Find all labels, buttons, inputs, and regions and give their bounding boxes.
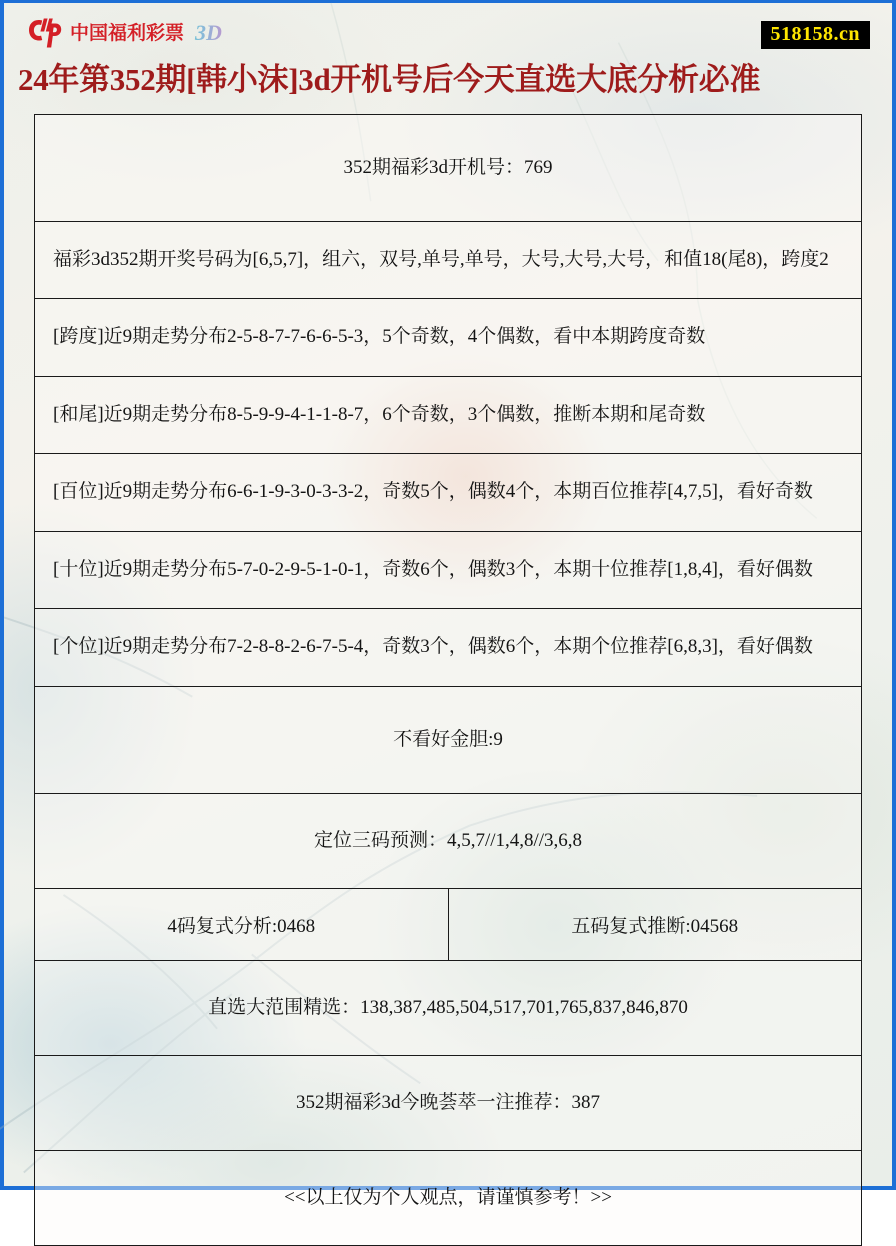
table-row-huicui-yizhu [35,1056,861,1151]
table-row-kaijiang-haoma [35,222,861,300]
table-row-gewei [35,609,861,687]
table-row-zhixuan-fanwei [35,961,861,1056]
brand-logo-text: 中国福利彩票 [70,21,185,44]
table-row-dingwei-sanma [35,794,861,889]
row-text-zhixuan-fanwei: 直选大范围精选：138,387,485,504,517,701,765,837,846,870 [208,996,688,1018]
row-text-kaijiang-haoma: 福彩3d352期开奖号码为[6,5,7]，组六，双号,单号,单号，大号,大号,大号，和值18(尾8)，跨度2 [53,248,829,270]
row-text-kaijihao: 352期福彩3d开机号：769 [343,156,553,178]
site-badge[interactable]: 518158.cn [761,21,871,49]
table-row-baiwei [35,454,861,532]
brand-logo-3d: 3D [192,22,222,44]
row-text-dingwei-sanma: 定位三码预测：4,5,7//1,4,8//3,6,8 [313,829,583,851]
table-row-jindan [35,687,861,794]
table-row-fushi [35,889,861,961]
row-text-baiwei: [百位]近9期走势分布6-6-1-9-3-0-3-3-2，奇数5个，偶数4个，本期百位推荐[4,7,5]，看好奇数 [53,481,813,503]
row-text-huicui-yizhu: 352期福彩3d今晚荟萃一注推荐：387 [295,1091,600,1113]
row-text-hewei: [和尾]近9期走势分布8-5-9-9-4-1-1-8-7，6个奇数，3个偶数，推断本期和尾奇数 [53,403,706,425]
table-row-disclaimer [35,1151,861,1245]
china-welfare-lottery-emblem-icon [28,17,62,49]
row-text-gewei: [个位]近9期走势分布7-2-8-8-2-6-7-5-4，奇数3个，偶数6个，本期个位推荐[6,8,3]，看好偶数 [53,636,813,658]
row-text-jindan: 不看好金胆:9 [393,728,503,750]
table-row-kuadu [35,299,861,377]
row-text-shiwei: [十位]近9期走势分布5-7-0-2-9-5-1-0-1，奇数6个，偶数3个，本期十位推荐[1,8,4]，看好偶数 [53,558,813,580]
page-title: 24年第352期[韩小沫]3d开机号后今天直选大底分析必准 [18,62,761,97]
brand-logo[interactable] [28,17,222,49]
fushi-4ma-cell: 4码复式分析:0468 [35,889,449,960]
analysis-table [34,114,862,1246]
table-row-kaijihao [35,115,861,222]
table-row-shiwei [35,532,861,610]
fushi-5ma-cell: 五码复式推断:04568 [571,915,739,937]
row-text-disclaimer: <<以上仅为个人观点，请谨慎参考！>> [284,1186,612,1208]
masthead [4,3,892,59]
table-row-hewei [35,377,861,455]
row-text-kuadu: [跨度]近9期走势分布2-5-8-7-7-6-6-5-3，5个奇数，4个偶数，看中本期跨度奇数 [53,326,706,348]
